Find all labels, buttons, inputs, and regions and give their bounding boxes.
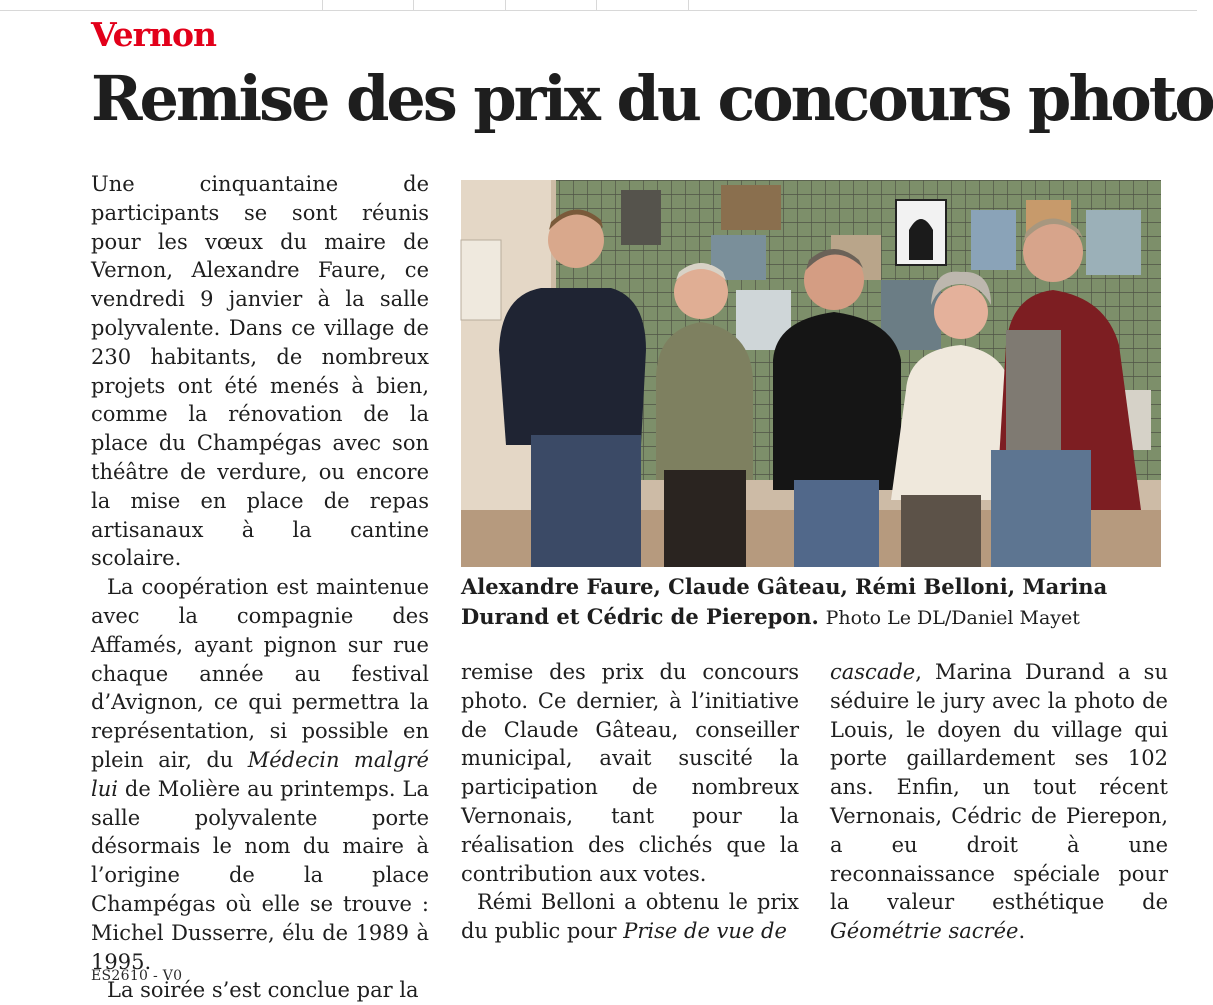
paragraph: remise des prix du concours photo. Ce dernier, à l’initiative de Claude Gâteau, conseiller municipal, avait suscité la participation de nombreux Vernonais, tant pour la réalisation des clichés que la contribution aux votes. — [461, 660, 799, 886]
photo-credit: Photo Le DL/Daniel Mayet — [825, 607, 1080, 629]
paragraph: Une cinquantaine de participants se sont réunis pour les vœux du maire de Vernon, Alexandre Faure, ce vendredi 9 janvier à la salle polyvalente. Dans ce village de 230 habitants, de nombreux projets ont été menés à bien, comme la rénovation de la place du Champégas avec son théâtre de verdure, ou encore la mise en place de repas artisanaux à la cantine scolaire. — [91, 172, 429, 571]
work-title: Géométrie sacrée — [830, 919, 1019, 944]
top-rule — [0, 0, 1197, 10]
work-title: cascade — [830, 660, 916, 684]
article-column-3 — [830, 658, 1168, 942]
section-kicker: Vernon — [91, 15, 216, 54]
page-code: ES2610 - V0 — [91, 968, 183, 984]
article-headline: Remise des prix du concours photo — [91, 62, 1213, 135]
paragraph: Rémi Belloni a obtenu le prix du public pour Prise de vue de — [461, 890, 799, 944]
work-title: Prise de vue de — [623, 919, 787, 944]
paragraph: La coopération est maintenue avec la compagnie des Affamés, ayant pignon sur rue chaque année au festival d’Avignon, ce qui permettra la représentation, si possible en plein air, du Médecin malgré lui de Molière au printemps. La salle polyvalente porte désormais le nom du maire à l’origine de la place Champégas où elle se trouve : Michel Dusserre, élu de 1989 à 1995. — [91, 575, 429, 974]
work-title: Médecin malgré lui — [91, 747, 429, 801]
paragraph: cascade, Marina Durand a su séduire le jury avec la photo de Louis, le doyen du village qui porte gaillardement ses 102 ans. Enfin, un tout récent Vernonais, Cédric de Pierepon, a eu droit à une reconnaissance spéciale pour la valeur esthétique de Géométrie sacrée. — [830, 660, 1168, 944]
paragraph: La soirée s’est conclue par la — [107, 978, 419, 1003]
photo-caption — [461, 572, 1161, 633]
caption-names: Alexandre Faure, Claude Gâteau, Rémi Belloni, Marina Durand et Cédric de Pierepon. — [461, 574, 1108, 629]
article-column-2 — [461, 658, 799, 942]
article-photo — [461, 180, 1161, 567]
